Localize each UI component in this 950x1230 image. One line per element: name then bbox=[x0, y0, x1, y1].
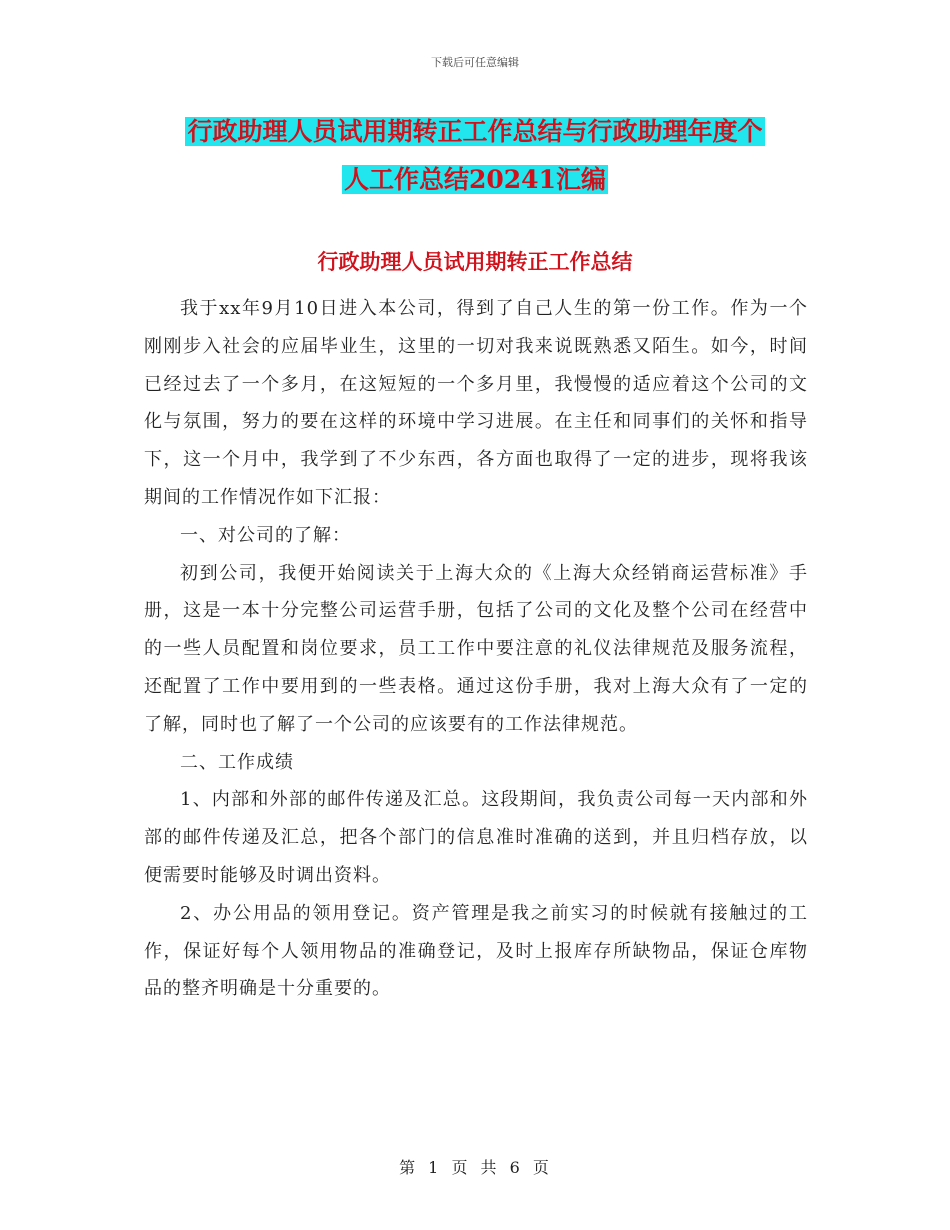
heading-company-understanding: 一、对公司的了解： bbox=[180, 524, 351, 546]
document-title bbox=[0, 108, 950, 204]
document-title-line-1: 行政助理人员试用期转正工作总结与行政助理年度个 bbox=[187, 117, 763, 146]
work-item-mail: 1、内部和外部的邮件传递及汇总。这段期间，我负责公司每一天内部和外部的邮件传递及汇总，把各个部门的信息准时准确的送到，并且归档存放，以便需要时能够及时调出资料。 bbox=[144, 789, 808, 886]
intro-paragraph: 我于xx年9月10日进入本公司，得到了自己人生的第一份工作。作为一个刚刚步入社会的应届毕业生，这里的一切对我来说既熟悉又陌生。如今，时间已经过去了一个多月，在这短短的一个多月里，我慢慢的适应着这个公司的文化与氛围，努力的要在这样的环境中学习进展。在主任和同事们的关怀和指导下，这一个月中，我学到了不少东西，各方面也取得了一定的进步，现将我该期间的工作情况作如下汇报： bbox=[144, 298, 808, 508]
company-understanding-paragraph: 初到公司，我便开始阅读关于上海大众的《上海大众经销商运营标准》手册，这是一本十分完整公司运营手册，包括了公司的文化及整个公司在经营中的一些人员配置和岗位要求，员工工作中要注意的礼仪法律规范及服务流程，还配置了工作中要用到的一些表格。通过这份手册，我对上海大众有了一定的了解，同时也了解了一个公司的应该要有的工作法律规范。 bbox=[144, 562, 808, 735]
page-number-footer: 第 1 页 共 6 页 bbox=[399, 1158, 551, 1177]
document-title-line-2: 人工作总结20241汇编 bbox=[344, 165, 606, 194]
work-item-office-supplies: 2、办公用品的领用登记。资产管理是我之前实习的时候就有接触过的工作，保证好每个人领用物品的准确登记，及时上报库存所缺物品，保证仓库物品的整齐明确是十分重要的。 bbox=[144, 902, 808, 1000]
page-header-note: 下载后可任意编辑 bbox=[431, 56, 519, 69]
section-title: 行政助理人员试用期转正工作总结 bbox=[317, 249, 633, 274]
heading-work-results: 二、工作成绩 bbox=[180, 751, 294, 773]
body-text bbox=[144, 290, 808, 1008]
